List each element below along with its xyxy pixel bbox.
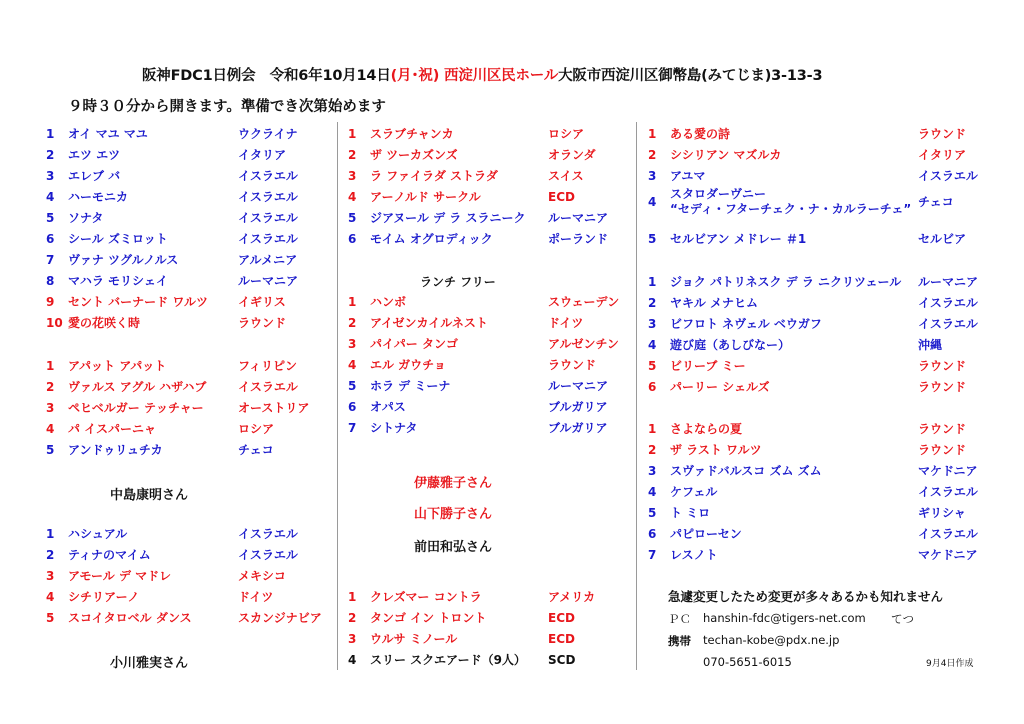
- dance-origin: マケドニア: [918, 548, 978, 562]
- dance-list-item: [648, 356, 998, 376]
- page-title: [142, 64, 822, 85]
- dance-list-item: [348, 334, 628, 354]
- dance-number: 4: [648, 195, 657, 209]
- dance-number: 2: [348, 611, 357, 625]
- dance-list-item: [46, 566, 318, 586]
- dance-number: 6: [648, 380, 657, 394]
- dance-list-item: [348, 397, 628, 417]
- dance-title: アーノルド サークル: [370, 190, 481, 204]
- dance-title: ペヒベルガー テッチャー: [68, 401, 204, 415]
- dance-origin: ロシア: [238, 422, 275, 436]
- dance-list-item: [348, 376, 628, 396]
- dance-list-item: [348, 650, 628, 670]
- dance-title: ソナタ: [68, 211, 104, 225]
- dance-title: ラ ファイラダ ストラダ: [370, 169, 498, 183]
- dance-list-item: [46, 124, 318, 144]
- dance-list-item: [648, 145, 998, 165]
- dance-number: 2: [648, 148, 657, 162]
- dance-number: 1: [648, 127, 657, 141]
- dance-list-item: [348, 313, 628, 333]
- dance-title: ザ ラスト ワルツ: [670, 443, 762, 457]
- dance-number: 4: [648, 338, 657, 352]
- dance-title: セント バーナード ワルツ: [68, 295, 208, 309]
- dance-title: エル ガウチョ: [370, 358, 446, 372]
- dance-number: 6: [348, 400, 357, 414]
- dance-origin: イスラエル: [918, 527, 978, 541]
- dance-title: パピローセン: [670, 527, 742, 541]
- dance-origin: ECD: [548, 190, 575, 204]
- dance-origin: SCD: [548, 653, 576, 667]
- dance-title: ヤキル メナヒム: [670, 296, 759, 310]
- dance-number: 5: [46, 443, 55, 457]
- dance-origin: ラウンド: [918, 380, 967, 394]
- dance-number: 5: [46, 611, 55, 625]
- dance-origin: イスラエル: [238, 190, 298, 204]
- dance-title-line-1: スタロダーヴニー: [670, 187, 767, 201]
- dance-number: 3: [648, 464, 657, 478]
- dance-number: 3: [46, 169, 55, 183]
- dance-origin: フィリピン: [238, 359, 298, 373]
- dance-list-item: [46, 271, 318, 291]
- dance-title: アンドゥリュチカ: [68, 443, 163, 457]
- dance-origin: ECD: [548, 611, 575, 625]
- dance-origin: スカンジナビア: [238, 611, 322, 625]
- dance-list-item: [46, 587, 318, 607]
- dance-origin: イスラエル: [918, 317, 978, 331]
- dance-origin: ラウンド: [918, 359, 967, 373]
- dance-list-item: [648, 503, 998, 523]
- dance-list-item: [348, 418, 628, 438]
- dance-title: シトナタ: [370, 421, 418, 435]
- dance-number: 2: [46, 380, 55, 394]
- title-venue: (月･祝) 西淀川区民ホール: [390, 68, 559, 84]
- dance-number: 3: [46, 569, 55, 583]
- dance-title: ヴァナ ツグルノルス: [68, 253, 179, 267]
- dance-title: オイ マユ マユ: [68, 127, 148, 141]
- dance-title: セルビアン メドレー ＃1: [670, 232, 807, 246]
- dance-title: マハラ モリシェイ: [68, 274, 168, 288]
- dance-list-item: [648, 524, 998, 544]
- dance-title: 遊び庭（あしびなー）: [670, 338, 791, 352]
- dance-title: パーリー シェルズ: [670, 380, 770, 394]
- dance-list-item: [348, 292, 628, 312]
- dance-list-item: [648, 545, 998, 565]
- dance-origin: 沖縄: [918, 338, 943, 352]
- dance-number: 2: [348, 316, 357, 330]
- dance-number: 1: [348, 127, 357, 141]
- dance-number: 3: [348, 337, 357, 351]
- dance-number: 6: [348, 232, 357, 246]
- dance-origin: イスラエル: [238, 169, 298, 183]
- dance-number: 7: [648, 548, 657, 562]
- dance-number: 4: [648, 485, 657, 499]
- dance-list-item: [348, 166, 628, 186]
- dance-origin: ブルガリア: [548, 421, 608, 435]
- dance-list-item: [348, 587, 628, 607]
- dance-list-item: [46, 250, 318, 270]
- change-notice: 急遽変更したため変更が多々あるかも知れません: [668, 589, 944, 604]
- dance-origin: アメリカ: [548, 590, 596, 604]
- dance-origin: スイス: [548, 169, 584, 183]
- page-subtitle: ９時３０分から開きます。準備でき次第始めます: [68, 99, 386, 115]
- dance-number: 2: [348, 148, 357, 162]
- dance-title: さよならの夏: [670, 422, 743, 436]
- dance-origin: チェコ: [918, 195, 954, 209]
- dance-list-item: [648, 166, 998, 186]
- dance-title: ビリーブ ミー: [670, 359, 746, 373]
- dance-title: アユマ: [670, 169, 706, 183]
- dance-origin: ルーマニア: [548, 379, 609, 393]
- dance-number: 1: [348, 590, 357, 604]
- dance-number: 2: [46, 148, 55, 162]
- column-divider-2: [636, 122, 637, 670]
- dance-number: 3: [648, 169, 657, 183]
- dance-list-item: [46, 377, 318, 397]
- dance-origin: ドイツ: [548, 316, 584, 330]
- dance-title: アイゼンカイルネスト: [370, 316, 488, 330]
- dance-list-item: [348, 229, 628, 249]
- dance-list-item: [46, 608, 322, 628]
- dance-title: ハシュアル: [68, 527, 128, 541]
- dance-origin: ポーランド: [548, 232, 609, 246]
- dance-origin: ウクライナ: [238, 127, 298, 141]
- dance-origin: ドイツ: [238, 590, 274, 604]
- dance-list-item: [648, 293, 998, 313]
- dance-title: ビフロト ネヴェル ベウガフ: [670, 317, 822, 331]
- dance-title: ホラ デ ミーナ: [370, 379, 451, 393]
- dance-title: エレブ バ: [68, 169, 121, 183]
- dance-list-item: [348, 355, 628, 375]
- pc-email-link[interactable]: hanshin-fdc@tigers-net.com: [703, 611, 866, 625]
- dance-number: 7: [46, 253, 55, 267]
- column-divider-1: [337, 122, 338, 670]
- dance-number: 5: [348, 379, 357, 393]
- dance-list-item: [46, 398, 318, 418]
- dance-origin: オーストリア: [238, 401, 310, 415]
- dance-origin: ルーマニア: [238, 274, 299, 288]
- dance-origin: ギリシャ: [918, 506, 966, 520]
- dance-number: 2: [648, 296, 657, 310]
- dance-origin: イスラエル: [238, 527, 298, 541]
- dance-number: 1: [648, 275, 657, 289]
- dance-list-item: [46, 292, 318, 312]
- dance-number: 7: [348, 421, 357, 435]
- dance-title: ウルサ ミノール: [370, 632, 458, 646]
- dance-number: 1: [46, 127, 55, 141]
- dance-number: 4: [46, 590, 55, 604]
- dance-title: ヴァルス アグル ハザハブ: [68, 380, 207, 394]
- dance-origin: メキシコ: [238, 569, 286, 583]
- dance-origin: ECD: [548, 632, 575, 646]
- dance-list-item: [46, 524, 318, 544]
- dance-list-item: [348, 124, 628, 144]
- dance-title: ティナのマイム: [68, 548, 151, 562]
- dance-origin: ラウンド: [548, 358, 597, 372]
- dance-origin: スウェーデン: [548, 295, 620, 309]
- dance-number: 5: [648, 232, 657, 246]
- dance-number: 1: [648, 422, 657, 436]
- dance-title: スヴァドバルスコ ズム ズム: [670, 464, 822, 478]
- dance-origin: ロシア: [548, 127, 585, 141]
- dance-number: 1: [348, 295, 357, 309]
- dance-number: 2: [648, 443, 657, 457]
- dance-number: 5: [46, 211, 55, 225]
- dance-list-item: [348, 145, 628, 165]
- dance-title: 愛の花咲く時: [68, 316, 141, 330]
- dance-number: 1: [46, 527, 55, 541]
- dance-origin: マケドニア: [918, 464, 978, 478]
- dance-list-item: [348, 187, 628, 207]
- dance-origin: ラウンド: [918, 422, 967, 436]
- dance-title: ジョク パトリネスク デ ラ ニクリツェール: [670, 275, 902, 289]
- dance-title: シチリアーノ: [68, 590, 140, 604]
- dance-origin: ルーマニア: [918, 275, 979, 289]
- dance-number: 2: [46, 548, 55, 562]
- dance-list-item: [648, 335, 998, 355]
- dance-title: ハーモニカ: [68, 190, 129, 204]
- dance-origin: イタリア: [918, 148, 967, 162]
- mobile-email-link[interactable]: techan-kobe@pdx.ne.jp: [703, 633, 840, 647]
- dance-list-item: [648, 124, 998, 144]
- dance-number: 3: [648, 317, 657, 331]
- dance-title: レスノト: [670, 548, 718, 562]
- dance-number: 3: [348, 169, 357, 183]
- dance-origin: イスラエル: [918, 485, 978, 499]
- dance-title: ハンボ: [370, 295, 407, 309]
- dance-number: 5: [348, 211, 357, 225]
- dance-origin: ラウンド: [918, 443, 967, 457]
- dance-number: 5: [648, 359, 657, 373]
- dance-origin: イギリス: [238, 295, 286, 309]
- dance-origin: オランダ: [548, 148, 596, 162]
- dance-title: パイパー タンゴ: [370, 337, 458, 351]
- leader-name-red-1: 伊藤雅子さん: [414, 476, 493, 491]
- dance-title: シシリアン マズルカ: [670, 148, 782, 162]
- dance-title: シール ズミロット: [68, 232, 168, 246]
- dance-number: 8: [46, 274, 55, 288]
- dance-list-item: [46, 440, 318, 460]
- dance-title: パ イスパーニャ: [68, 422, 157, 436]
- dance-title: スリー スクエアード（9人）: [370, 653, 526, 667]
- dance-list-item: [648, 482, 998, 502]
- leader-name-2: 小川雅実さん: [110, 656, 189, 671]
- dance-origin: ラウンド: [238, 316, 287, 330]
- dance-title: ト ミロ: [670, 506, 711, 520]
- dance-list-item: [648, 419, 998, 439]
- dance-number: 6: [648, 527, 657, 541]
- dance-title: ザ ツーカズンズ: [370, 148, 458, 162]
- title-address: 大阪市西淀川区御幣島(みてじま)3-13-3: [558, 68, 823, 84]
- dance-title: オパス: [370, 400, 406, 414]
- dance-title: ジアヌール デ ラ スラニーク: [370, 211, 526, 225]
- dance-title: アパット アパット: [68, 359, 167, 373]
- dance-title: アモール デ マドレ: [68, 569, 172, 583]
- dance-number: 4: [348, 358, 357, 372]
- dance-origin: アルメニア: [238, 253, 298, 267]
- dance-title-line-2: “セディ・フターチェク・ナ・カルラーチェ”: [670, 202, 912, 216]
- mobile-label: 携帯: [668, 634, 691, 648]
- dance-origin: イスラエル: [918, 296, 978, 310]
- title-event: 阪神FDC1日例会 令和6年10月14日: [142, 68, 391, 84]
- dance-title: タンゴ イン トロント: [370, 611, 487, 625]
- dance-origin: チェコ: [238, 443, 274, 457]
- dance-title: ある愛の詩: [670, 127, 731, 141]
- dance-number: 4: [46, 422, 55, 436]
- dance-origin: イタリア: [238, 148, 287, 162]
- dance-origin: ラウンド: [918, 127, 967, 141]
- dance-list-item: [348, 208, 628, 228]
- dance-origin: イスラエル: [238, 211, 298, 225]
- dance-list-item: [46, 166, 318, 186]
- dance-list-item: [348, 629, 628, 649]
- dance-number: 1: [46, 359, 55, 373]
- phone-number: 070-5651-6015: [703, 655, 792, 669]
- dance-origin: アルゼンチン: [548, 337, 619, 351]
- dance-list-item: [348, 608, 628, 628]
- dance-origin: イスラエル: [238, 232, 298, 246]
- dance-list-item: [648, 229, 998, 249]
- pc-label: ＰＣ: [668, 612, 691, 626]
- dance-list-item: [648, 187, 998, 221]
- dance-list-item: [648, 314, 998, 334]
- dance-list-item: [46, 356, 318, 376]
- dance-number: 10: [46, 316, 63, 330]
- dance-origin: イスラエル: [238, 380, 298, 394]
- dance-origin: ブルガリア: [548, 400, 608, 414]
- dance-number: 6: [46, 232, 55, 246]
- dance-list-item: [648, 461, 998, 481]
- dance-list-item: [46, 187, 318, 207]
- dance-title: クレズマー コントラ: [370, 590, 482, 604]
- dance-title: ケフェル: [670, 485, 718, 499]
- dance-number: 5: [648, 506, 657, 520]
- dance-origin: イスラエル: [238, 548, 298, 562]
- dance-title: スラブチャンカ: [370, 127, 454, 141]
- dance-origin: ルーマニア: [548, 211, 609, 225]
- dance-list-item: [46, 545, 318, 565]
- dance-number: 4: [348, 653, 357, 667]
- dance-list-item: [46, 145, 318, 165]
- dance-list-item: [648, 440, 998, 460]
- dance-number: 3: [46, 401, 55, 415]
- dance-origin: イスラエル: [918, 169, 978, 183]
- dance-list-item: [46, 419, 318, 439]
- dance-list-item: [648, 377, 998, 397]
- leader-name-3: 前田和弘さん: [414, 540, 493, 555]
- dance-title: エツ エツ: [68, 148, 121, 162]
- dance-origin: セルビア: [918, 232, 967, 246]
- dance-number: 9: [46, 295, 55, 309]
- dance-list-item: [46, 229, 318, 249]
- dance-list-item: [46, 313, 318, 333]
- contact-name: てつ: [891, 612, 914, 626]
- dance-list-item: [46, 208, 318, 228]
- dance-title: [670, 187, 911, 217]
- dance-number: 4: [348, 190, 357, 204]
- lunch-break-label: ランチ フリー: [420, 275, 496, 289]
- dance-list-item: [648, 272, 998, 292]
- dance-number: 4: [46, 190, 55, 204]
- dance-title: スコイタロベル ダンス: [68, 611, 192, 625]
- dance-title: モイム オグロディック: [370, 232, 493, 246]
- dance-number: 3: [348, 632, 357, 646]
- created-date: 9月4日作成: [926, 659, 974, 669]
- leader-name-1: 中島康明さん: [110, 488, 189, 503]
- leader-name-red-2: 山下勝子さん: [414, 507, 493, 522]
